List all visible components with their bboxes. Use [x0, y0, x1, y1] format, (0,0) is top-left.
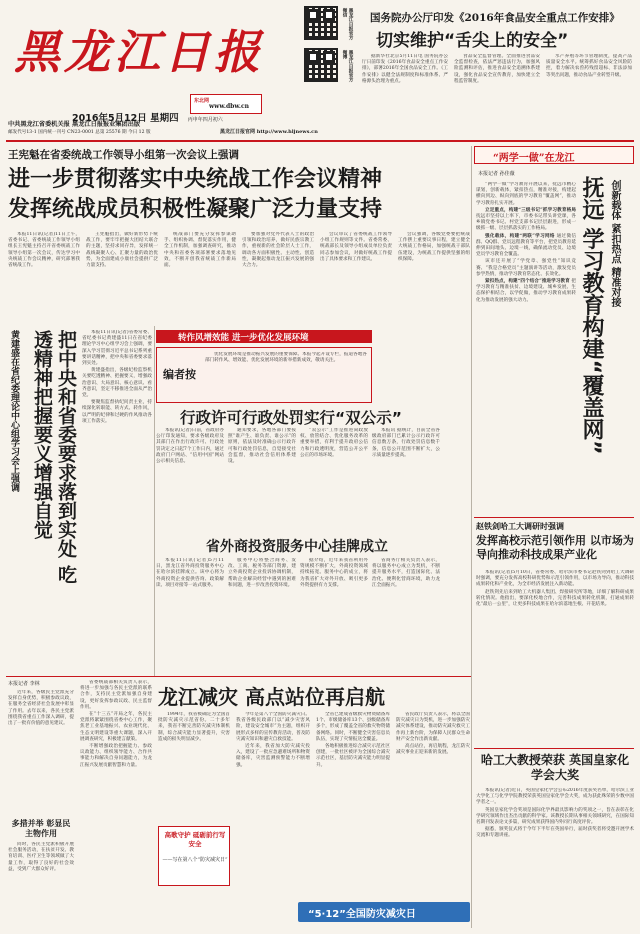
briefs-kicker[interactable]: 赵铁剑哈工大调研时强调	[476, 521, 564, 531]
invest-body-4: 省商务厅相关负责人表示，将以服务中心成立为契机，不断提升服务水平，打造国际化、法治化、便利化营商环境，助力龙江全面振兴。	[372, 558, 440, 588]
web-label: 东北网	[194, 98, 210, 104]
bottom-left-body: 近年来，各级民主党派充分发挥自身优势，积极参政议政，在服务全省经济社会发展中彰显了作用。去年以来，各民主党派围绕我省重点工作深入调研，提出了一批有价值的意见建议。	[8, 690, 74, 727]
right-divider	[474, 517, 634, 518]
bottom-left-body-2: 同时，各民主党派积极开展社会服务活动，在扶贫开发、教育培训、医疗卫生等领域做了大量工作，取得了良好的社会效益，受到广大群众好评。	[8, 842, 74, 872]
lead-body-col-4: 要加强对党外代表人士的政治引领和政治培养，做好民族宗教工作，重视新的社会阶层人士工作，调动各方面积极性、主动性、创造性，凝聚起推动龙江振兴发展的强大合力。	[242, 232, 314, 269]
reduction-body-1: 1994年，我省被确定为全国首批防灾减灾示范省份。二十多年来，我省不断完善防灾减灾体制机制，综合减灾能力显著提升，灾害造成的损失明显减少。	[158, 712, 230, 742]
reduction-box-title: 高歌守护 砥砺前行写安全	[164, 831, 226, 848]
top-story-headline[interactable]: 国务院办公厅印发《2016年食品安全重点工作安排》	[370, 12, 620, 24]
reduction-box	[158, 826, 230, 886]
editor-note-label: 编者按	[163, 368, 196, 381]
web-url: www.dbw.cn	[209, 103, 250, 110]
reduction-body-3: 全省已建成省级救灾物资储备库1个、市级储备库13个、县级储备库多个，形成了覆盖全省的救灾物资储备网络。同时，不断健全灾害信息员队伍，实现了灾情报送全覆盖。 各地积极推进综合减灾示范社区创建，一批社区被评为全国综合减灾示范社区，基层防灾减灾能力明显提升。	[316, 712, 390, 768]
invest-body-1: 本报11日讯(记者)5月11日，黑龙江省外商投资服务中心在哈尔滨挂牌成立。该中心将为外商投资企业提供咨询、政策解读、项目对接等一站式服务。	[156, 558, 224, 588]
transform-banner-text: 转作风增效能 进一步优化发展环境	[178, 333, 309, 343]
weibo-label: 黑龙江日报官方微博	[342, 50, 353, 83]
masthead-logo-large[interactable]: 黑龙江日报	[14, 25, 264, 79]
lead-kicker[interactable]: 王宪魁在省委统战工作领导小组第一次会议上强调	[8, 149, 239, 161]
column-rule-left	[154, 326, 155, 676]
bottom-left-title[interactable]: 多措并举 彰显民主物作用	[11, 818, 71, 838]
lead-body-col-1: 本报11日讯(记者)11日上午，省委书记、省委统战工作领导小组组长王宪魁主持召开省委统战工作领导小组第一次会议，传达学习中央统战工作会议精神，研究部署我省统战工作。	[8, 232, 80, 269]
editor-note-body: 优化发展环境是推动振兴发展的重要保障。本报今起开设专栏，报道各地各部门转作风、增效能、优化发展环境的新举措新成效，敬请关注。	[205, 352, 367, 364]
wechat-label: 黑龙江日报官方微信	[342, 8, 353, 41]
wechat-qr-code	[304, 6, 338, 40]
lead-title-2[interactable]: 发挥统战成员积极性凝聚广泛力量支持	[8, 197, 383, 222]
date: 2016年5月12日 星期四	[72, 113, 179, 124]
reduction-box-kicker: ——写在第八个“防灾减灾日”	[162, 857, 228, 863]
top-story	[362, 6, 634, 138]
registration-codes: 邮发代号13-1 国内统一刊号 CN23-0001 总第 25576 期 今日 12 版	[8, 130, 151, 135]
right-byline: 本报记者 孙佳薇	[478, 171, 515, 177]
right-body: “两学一做”学习教育开展以来，抚远市精心谋划，创新载体，紧扣热点，精准对接，构建起横向到边、纵向到底的学习教育“覆盖网”，推动学习教育扎实开展。 立足重点，构建“三级书记”抓学习教育格局 抚远市坚持以上率下，市委书记带头讲党课，各乡镇党委书记、村党支部书记层层跟进，形成一级抓一级、层层抓落实的工作格局。 强化载体，构建“两联”学习网络 通过微信群、QQ群、党员远程教育等平台，把党员教育延伸到田间地头、边境一线，确保流动党员、边境党员学习教育全覆盖。 该市还开展了“学党章、强党性”知识竞赛、“我是合格党员”主题演讲等活动，激发党员参学热情，推动学习教育常态化、长效化。 紧扣热点，构建“四个结合”推进学习教育 把学习教育与精准扶贫、边境建设、城乡发展、生态保护相结合，以学促做，推动学习教育成果转化为推动发展的强大动力。	[476, 182, 576, 303]
top-story-body-2: 食品安全监督管理。全面推进食品安全监督检查，依法严惩违法行为，加强风险监测和评估，推进食品安全追溯体系建设，强化食品安全宣传教育，加快建立全程监管制度。	[454, 54, 540, 84]
transform-banner[interactable]	[156, 330, 372, 343]
briefs-title[interactable]: 发挥高校示范引领作用 以市场为导向推动科技成果产业化	[476, 534, 634, 561]
bottom-divider	[6, 676, 472, 677]
lead-body-col-3: 统战部门要充分发挥参谋助手、组织协调、督促落实作用，健全工作机制，加强调查研究，推动中央和省委各项部署要求落地见效，不断开创我省统战工作新局面。	[164, 232, 236, 269]
transform-body-1: 本报讯(记者)日前，省政府办公厅印发通知，要求各级政府及其部门在作出行政许可、行政处罚决定之日起7个工作日内，通过政府门户网站、“信用中国”网站公示相关信息。	[156, 428, 224, 465]
side-story-body: 本报11日讯(记者)省委常委、省纪委书记黄建盛11日在省纪委理论学习中心组学习会上强调，要深入学习贯彻习近平总书记系列重要讲话精神，把中央和省委要求落到实处。 黄建盛指出，各级纪检监察机关要吃透精神、把握要义，增强政治意识、大局意识、核心意识、看齐意识，坚定不移推进全面从严治党。 要聚焦监督执纪问责主业，持续深化转职能、转方式、转作风，以严明的纪律和过硬的作风推动各项工作落实。	[82, 330, 152, 424]
lead-body-col-5: 会议审议了省委统战工作领导小组工作规则等文件。省委常委、统战部长及领导小组成员单位负责同志参加会议，对做好统战工作提出了具体要求和工作建议。	[320, 232, 392, 262]
bottom-left-byline: 本报记者 李林	[8, 681, 40, 687]
editor-note-box	[156, 347, 372, 403]
briefs-body: 本报讯(记者)5月10日，省委常委、哈尔滨市委书记赵铁剑到哈工大调研时强调，要充分发挥高校科研优势和示范引领作用，以市场为导向，推动科技成果转化和产业化，为全市经济发展注入新动能。 赵铁剑先后来到哈工大机器人集团、焊接研究所等地，详细了解科研成果转化情况。他指出，要深化校地合作，完善科技成果转化机制，打通成果转化“最后一公里”，让更多科技成果在哈尔滨落地生根、开花结果。	[476, 570, 634, 608]
transform-body-3: “双公示”工作是推进简政放权、放管结合、优化服务改革的重要举措，有利于提升政府公信力和行政透明度，营造公开公平公正的市场环境。	[300, 428, 368, 458]
lead-body-col-2: 王宪魁指出，做好新形势下统战工作，要牢牢把握大团结大联合的主题，坚持求同存异，发挥统一战线凝聚人心、汇聚力量的政治优势，为全面建成小康社会提供广泛力量支持。	[86, 232, 158, 269]
reduction-badge-text: “5·12”全国防灾减灾日	[308, 909, 416, 920]
right-topbar-text: “两学一做”在龙江	[493, 153, 575, 164]
harbin-body: 本报讯(记者)近日，英国皇家化学会公布2016年度获奖名单，哈尔滨工业大学化工与化学学院教授荣获英国皇家化学会大奖，成为获此殊荣的少数中国学者之一。 英国皇家化学会奖项是国际化学界最具影响力的奖项之一，旨在表彰在化学研究领域作出杰出贡献的科学家。该教授长期从事相关领域研究，在国际知名期刊发表论文多篇，研究成果获得国内外同行高度评价。 据悉，颁奖仪式将于今年下半年在英国举行，届时获奖者将受邀开展学术交流和专题讲座。	[476, 788, 634, 839]
harbin-divider	[474, 748, 634, 749]
reduction-body-2: 今年是第八个全国防灾减灾日。我省各级民政部门以“减少灾害风险，建设安全城市”为主题，组织开展形式多样的宣传教育活动，普及防灾减灾知识和避灾自救技能。 近年来，我省加大防灾减灾投入，建设了一批应急避难场所和物资储备库，灾害监测预警能力不断增强。	[236, 712, 310, 768]
transform-title[interactable]: 行政许可行政处罚实行“双公示”	[180, 409, 402, 427]
lead-body-col-6: 会议强调，各级党委要把统战工作摆上重要议事日程，建立健全大统战工作格局，加强统战干部队伍建设，为统战工作提供坚强的组织保障。	[398, 232, 470, 262]
web-badge[interactable]	[190, 94, 262, 114]
right-title[interactable]: 抚远 学习教育构建“覆盖网”	[579, 176, 604, 455]
right-vertical-tag: 创新载体 紧扣热点 精准对接	[609, 180, 620, 307]
masthead-divider	[6, 140, 634, 142]
reduction-body-4: 省民政厅负责人表示，将以全国防灾减灾日为契机，进一步加强防灾减灾体系建设，推动防灾减灾救灾工作再上新台阶，为保障人民群众生命财产安全作出新贡献。 高点站位，再启航程，龙江防灾减灾事业正迎来新的发展。	[396, 712, 470, 756]
side-story-title[interactable]: 把中央和省委要求落到实处 吃透精神把握要义增强自觉	[31, 330, 77, 584]
transform-body-4: 本报讯 据统计，目前全省各级政府部门已累计公示行政许可信息数万条，行政处罚信息数千条，信息公开范围不断扩大，公示质量逐步提高。	[372, 428, 440, 458]
bottom-mid-body: 省委统战部相关负责人表示，将进一步加强与各民主党派的联系合作，支持民主党派加强自身建设，更好发挥参政议政、民主监督作用。 在“十三五”开局之年，各民主党派将紧紧围绕省委中心工作，聚焦老工业基地振兴、农业现代化、生态文明建设等重大课题，深入开展调查研究，积极建言献策。 不断增强政治把握能力、参政议政能力、组织领导能力、合作共事能力和解决自身问题能力，为龙江振兴发展贡献智慧和力量。	[80, 680, 152, 768]
reduction-title[interactable]: 龙江减灾 高点站位再启航	[158, 685, 385, 709]
top-story-body: 据新华社北京5月11日电 国务院办公厅日前印发《2016年食品安全重点工作安排》，部署2016年全国食品安全工作。《工作安排》以健全法规制度和标准体系、严格源头治理为重点。	[362, 54, 448, 84]
side-story-kicker[interactable]: 黄建盛在省纪委理论中心组学习会上强调	[9, 330, 19, 492]
right-topbar[interactable]	[474, 146, 634, 164]
top-story-title[interactable]: 切实维护“舌尖上的安全”	[376, 31, 569, 51]
official-site[interactable]: 黑龙江日报官网 http://www.hljnews.cn	[220, 129, 318, 135]
lunar-date: 丙申年四月初六	[187, 117, 223, 123]
column-rule-right	[471, 146, 472, 928]
reduction-badge[interactable]	[298, 902, 470, 922]
invest-body-2: 服务中心将整合商务、发改、工商、税务等部门资源，建立外商投资企业投诉协调机制，帮助企业解决经营中遇到的困难和问题，进一步改善投资环境。	[228, 558, 296, 588]
invest-body-3: 据介绍，近年来我省利用外资规模不断扩大，外商投资领域持续拓宽。服务中心的成立，将为我省扩大对外开放、吸引更多外资提供有力支撑。	[300, 558, 368, 588]
publisher-line: 中共黑龙江省委机关报 黑龙江日报报业集团出版	[8, 121, 141, 128]
lead-title-1[interactable]: 进一步贯彻落实中央统战工作会议精神	[8, 167, 383, 192]
harbin-title[interactable]: 哈工大教授荣获 英国皇家化学会大奖	[480, 753, 630, 782]
weibo-qr-code	[304, 48, 338, 82]
transform-body-2: 通知要求，各地各部门要按照“谁产生、谁负责、谁公示”的原则，依法及时准确公示行政许可和行政处罚信息，自觉接受社会监督，推动社会信用体系建设。	[228, 428, 296, 465]
transform-subtitle[interactable]: 省外商投资服务中心挂牌成立	[206, 539, 388, 555]
top-story-body-3: 水产养殖等环节管理制度，提高产品质量安全水平。统筹抓好食品安全风险防控，着力解决农兽药残留超标、非法添加等突出问题，推动食品产业转型升级。	[546, 54, 632, 78]
